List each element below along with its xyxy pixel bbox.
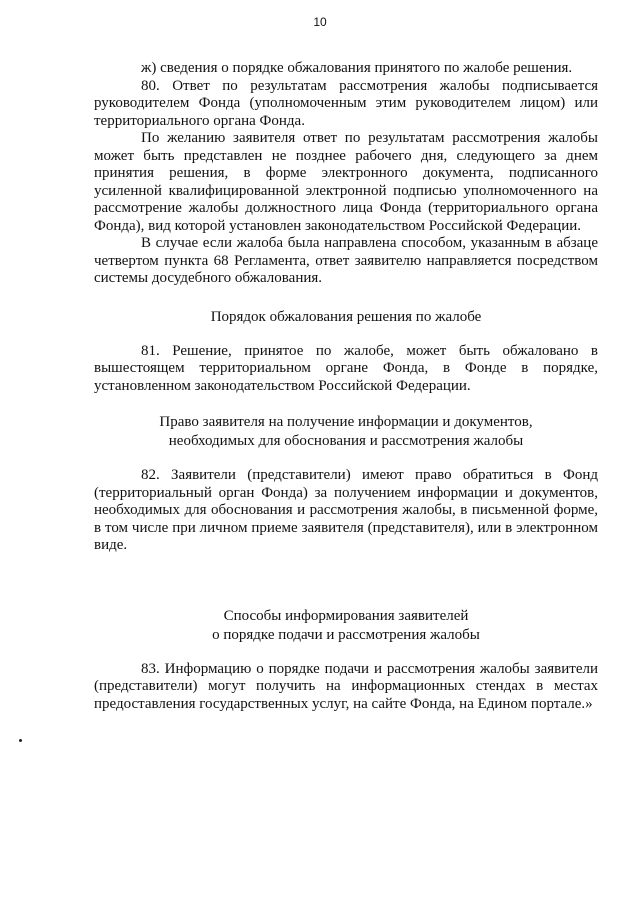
- heading-line: о порядке подачи и рассмотрения жалобы: [212, 626, 480, 643]
- scan-speck-mark: [19, 739, 22, 742]
- paragraph-80-system: В случае если жалоба была направлена способом, указанным в абзаце четвертом пункта 68 Регламента, ответ заявителю направляется посредством системы досудебного обжалования.: [94, 235, 598, 286]
- heading-line: необходимых для обоснования и рассмотрения жалобы: [168, 433, 524, 449]
- heading-line: Способы информирования заявителей: [223, 607, 469, 624]
- document-body: [94, 60, 598, 713]
- paragraph-83: 83. Информацию о порядке подачи и рассмотрения жалобы заявители (представители) могут получить на информационных стендах в местах предоставления государственных услуг, на сайте Фонда, на Едином портале.»: [94, 660, 598, 712]
- paragraph-item-zh: ж) сведения о порядке обжалования принятого по жалобе решения.: [141, 60, 573, 76]
- paragraph-80-electronic: По желанию заявителя ответ по результатам рассмотрения жалобы может быть представлен не позднее рабочего дня, следующего за днем принятия решения, в форме электронного документа, подписанного усиленной квалифицированной электронной подписью уполномоченного на рассмотрение жалобы должностного лица Фонда (территориального органа Фонда), вид которой установлен законодательством Российской Федерации.: [94, 130, 598, 234]
- paragraph-80: 80. Ответ по результатам рассмотрения жалобы подписывается руководителем Фонда (уполномоченным этим руководителем лицом) или территориального органа Фонда.: [94, 77, 598, 129]
- paragraph-82: 82. Заявители (представители) имеют право обратиться в Фонд (территориальный орган Фонда) за получением информации и документов, необходимых для обоснования и рассмотрения жалобы, в письменной форме, в том числе при личном приеме заявителя (представителя), или в электронном виде.: [94, 467, 598, 553]
- heading-line: Порядок обжалования решения по жалобе: [210, 308, 482, 325]
- section-heading-informing: [94, 607, 598, 645]
- page-number: 10: [313, 15, 327, 29]
- heading-line: Право заявителя на получение информации и документов,: [159, 414, 533, 430]
- section-heading-appeal: [94, 308, 598, 327]
- section-heading-rights: [94, 413, 598, 451]
- paragraph-81: 81. Решение, принятое по жалобе, может быть обжаловано в вышестоящем территориальном органе Фонда, в Фонде в порядке, установленном законодательством Российской Федерации.: [94, 342, 598, 394]
